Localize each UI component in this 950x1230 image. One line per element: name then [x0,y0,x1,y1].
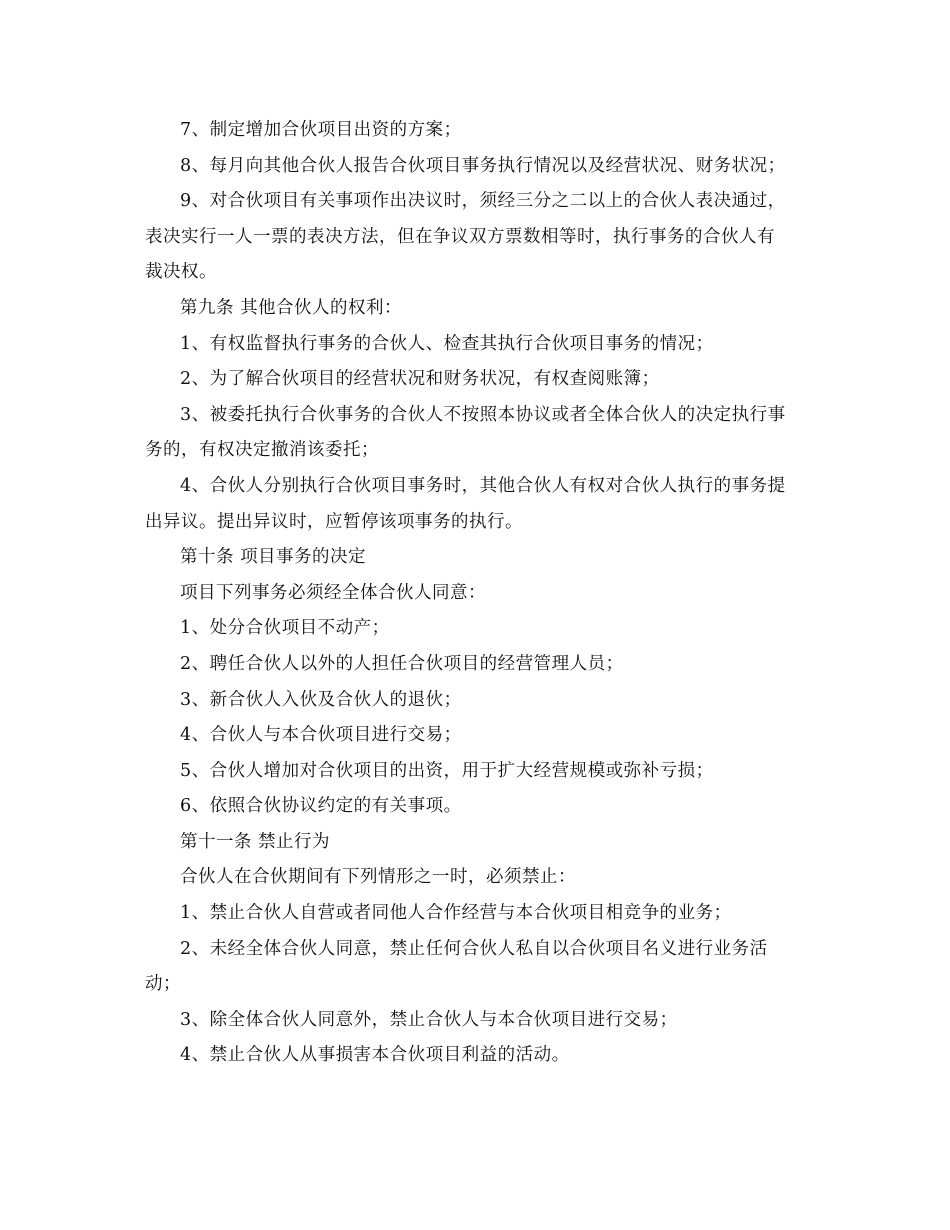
text-line: 3、除全体合伙人同意外，禁止合伙人与本合伙项目进行交易； [180,1009,678,1030]
article-heading: 第十条 项目事务的决定 [180,547,367,568]
text-line: 2、未经全体合伙人同意，禁止任何合伙人私自以合伙项目名义进行业务活 [180,938,768,959]
text-line: 3、被委托执行合伙事务的合伙人不按照本协议或者全体合伙人的决定执行事 [180,404,786,425]
text-line: 1、禁止合伙人自营或者同他人合作经营与本合伙项目相竞争的业务； [180,903,732,924]
text-line: 2、为了解合伙项目的经营状况和财务状况，有权查阅账簿； [180,369,660,390]
text-line: 裁决权。 [145,262,217,283]
text-line: 表决实行一人一票的表决方法，但在争议双方票数相等时，执行事务的合伙人有 [145,226,775,247]
text-line: 9、对合伙项目有关事项作出决议时，须经三分之二以上的合伙人表决通过， [180,191,786,212]
text-line: 项目下列事务必须经全体合伙人同意： [180,582,486,603]
text-line: 合伙人在合伙期间有下列情形之一时，必须禁止： [180,867,576,888]
text-line: 出异议。提出异议时，应暂停该项事务的执行。 [145,511,523,532]
text-line: 4、禁止合伙人从事损害本合伙项目利益的活动。 [180,1045,570,1066]
text-line: 4、合伙人与本合伙项目进行交易； [180,725,462,746]
text-line: 1、处分合伙项目不动产； [180,618,390,639]
text-line: 3、新合伙人入伙及合伙人的退伙； [180,689,462,710]
text-line: 1、有权监督执行事务的合伙人、检查其执行合伙项目事务的情况； [180,333,714,354]
text-line: 务的，有权决定撤消该委托； [145,440,379,461]
article-heading: 第九条 其他合伙人的权利： [180,297,403,318]
document-body [145,113,810,1074]
text-line: 6、依照合伙协议约定的有关事项。 [180,796,462,817]
text-line: 动； [145,974,181,995]
article-heading: 第十一条 禁止行为 [180,831,331,852]
text-line: 5、合伙人增加对合伙项目的出资，用于扩大经营规模或弥补亏损； [180,760,714,781]
text-line: 8、每月向其他合伙人报告合伙项目事务执行情况以及经营状况、财务状况； [180,155,786,176]
text-line: 2、聘任合伙人以外的人担任合伙项目的经营管理人员； [180,653,624,674]
text-line: 7、制定增加合伙项目出资的方案； [180,120,462,140]
text-line: 4、合伙人分别执行合伙项目事务时，其他合伙人有权对合伙人执行的事务提 [180,475,786,496]
